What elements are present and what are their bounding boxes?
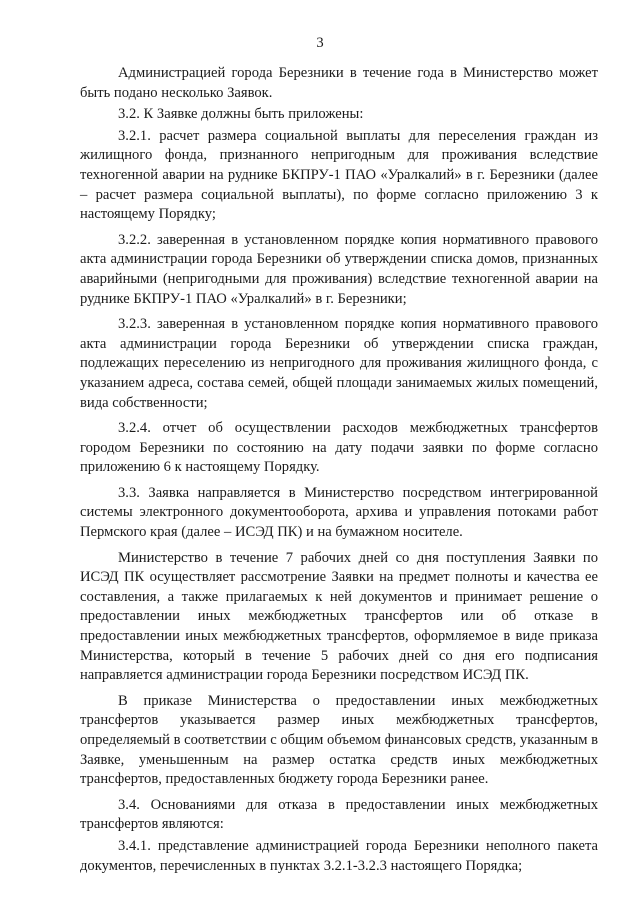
document-body — [80, 64, 598, 876]
paragraph-ministry-review: Министерство в течение 7 рабочих дней со дня поступления Заявки по ИСЭД ПК осуществляет рассмотрение Заявки на предмет полноты и качества ее составления, а также прилагаемых к ней документов и принимает решение о предоставлении иных межбюджетных трансфертов или об отказе в предоставлении иных межбюджетных трансфертов, оформляемое в виде приказа Министерства, который в течение 5 рабочих дней со дня его подписания направляется администрации города Березники посредством ИСЭД ПК. — [80, 549, 598, 684]
paragraph-order-contents: В приказе Министерства о предоставлении иных межбюджетных трансфертов указывается размер иных межбюджетных трансфертов, определяемый в соответствии с общим объемом финансовых средств, указанным в Заявке, уменьшенным на размер остатка средств иных межбюджетных трансфертов, предоставленных бюджету города Березники ранее. — [80, 692, 598, 788]
paragraph-3-2-3: 3.2.3. заверенная в установленном порядке копия нормативного правового акта администрации города Березники об утверждении списка граждан, подлежащих переселению из непригодного для проживания жилищного фонда, с указанием адреса, состава семей, общей площади занимаемых жилых помещений, вида собственности; — [80, 316, 598, 411]
page-number: 3 — [316, 35, 324, 51]
paragraph-3-2-1: 3.2.1. расчет размера социальной выплаты для переселения граждан из жилищного фонда, признанного непригодным для проживания вследствие техногенной аварии на руднике БКПРУ-1 ПАО «Уралкалий» в г. Березники (далее – расчет размера социальной выплаты), по форме согласно приложению 3 к настоящему Порядку; — [80, 127, 598, 223]
paragraph-3-3: 3.3. Заявка направляется в Министерство посредством интегрированной системы электронного документооборота, архива и управления потоками работ Пермского края (далее – ИСЭД ПК) и на бумажном носителе. — [80, 484, 598, 541]
paragraph-3-2-2: 3.2.2. заверенная в установленном порядке копия нормативного правового акта администрации города Березники об утверждении списка домов, признанных аварийными (непригодными для проживания) вследствие техногенной аварии на руднике БКПРУ-1 ПАО «Уралкалий» в г. Березники; — [80, 231, 598, 307]
paragraph-applications-per-year: Администрацией города Березники в течение года в Министерство может быть подано несколько Заявок. — [80, 65, 598, 101]
paragraph-3-4: 3.4. Основаниями для отказа в предоставлении иных межбюджетных трансфертов являются: — [80, 796, 598, 833]
paragraph-3-2-4: 3.2.4. отчет об осуществлении расходов межбюджетных трансфертов городом Березники по состоянию на дату подачи заявки по форме согласно приложению 6 к настоящему Порядку. — [80, 420, 598, 476]
paragraph-3-2-heading: 3.2. К Заявке должны быть приложены: — [118, 106, 364, 123]
paragraph-3-4-1: 3.4.1. представление администрацией города Березники неполного пакета документов, перечисленных в пунктах 3.2.1-3.2.3 настоящего Порядка; — [80, 837, 598, 874]
